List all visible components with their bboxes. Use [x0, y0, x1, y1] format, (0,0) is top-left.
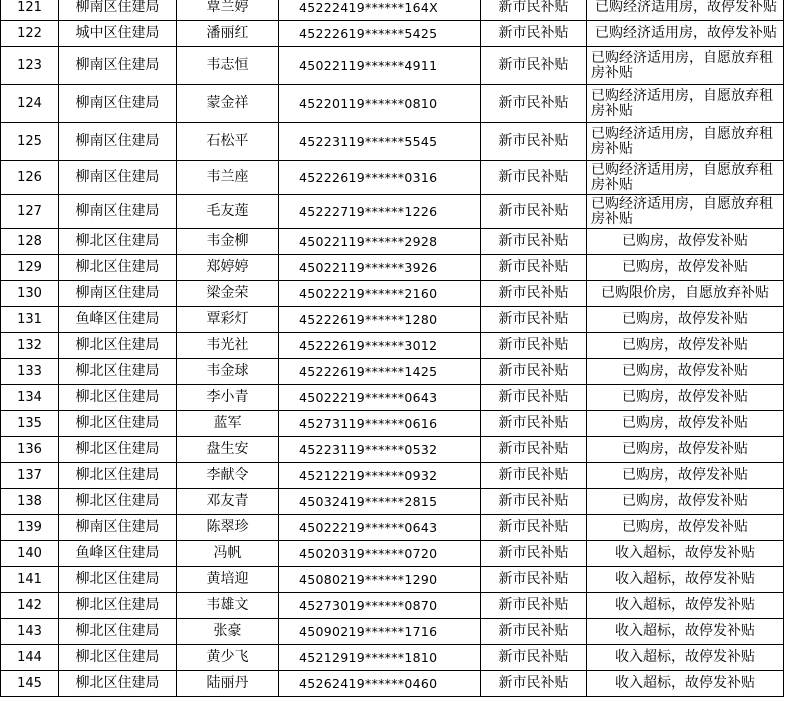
reason-cell: 收入超标，故停发补贴 — [587, 671, 784, 697]
department-cell: 鱼峰区住建局 — [59, 307, 177, 333]
reason-cell: 已购经济适用房，自愿放弃租房补贴 — [587, 47, 784, 85]
subsidy-type-cell: 新市民补贴 — [481, 515, 587, 541]
name-cell: 石松平 — [177, 123, 279, 161]
subsidy-type-cell: 新市民补贴 — [481, 411, 587, 437]
reason-cell: 已购房，故停发补贴 — [587, 229, 784, 255]
subsidy-type-cell: 新市民补贴 — [481, 255, 587, 281]
row-number: 130 — [1, 281, 59, 307]
table-row — [1, 229, 784, 255]
department-cell: 柳北区住建局 — [59, 255, 177, 281]
id-number-cell: 45022219******0643 — [279, 515, 481, 541]
id-number-cell: 45262419******0460 — [279, 671, 481, 697]
table-row — [1, 593, 784, 619]
id-number-cell: 45273119******0616 — [279, 411, 481, 437]
name-cell: 冯帆 — [177, 541, 279, 567]
table-row — [1, 333, 784, 359]
row-number: 126 — [1, 161, 59, 195]
row-number: 128 — [1, 229, 59, 255]
id-number-cell: 45032419******2815 — [279, 489, 481, 515]
row-number: 121 — [1, 0, 59, 21]
id-number-cell: 45022119******3926 — [279, 255, 481, 281]
table-row — [1, 21, 784, 47]
name-cell: 陈翠珍 — [177, 515, 279, 541]
id-number-cell: 45222619******3012 — [279, 333, 481, 359]
reason-cell: 已购经济适用房，自愿放弃租房补贴 — [587, 85, 784, 123]
id-number-cell: 45222619******0316 — [279, 161, 481, 195]
reason-cell: 已购经济适用房，自愿放弃租房补贴 — [587, 123, 784, 161]
id-number-cell: 45273019******0870 — [279, 593, 481, 619]
row-number: 134 — [1, 385, 59, 411]
id-number-cell: 45212219******0932 — [279, 463, 481, 489]
subsidy-type-cell: 新市民补贴 — [481, 541, 587, 567]
department-cell: 柳南区住建局 — [59, 515, 177, 541]
table-row — [1, 85, 784, 123]
department-cell: 柳北区住建局 — [59, 645, 177, 671]
subsidy-type-cell: 新市民补贴 — [481, 593, 587, 619]
reason-cell: 已购房，故停发补贴 — [587, 385, 784, 411]
department-cell: 柳北区住建局 — [59, 385, 177, 411]
id-number-cell: 45022219******0643 — [279, 385, 481, 411]
department-cell: 柳北区住建局 — [59, 593, 177, 619]
department-cell: 柳南区住建局 — [59, 123, 177, 161]
name-cell: 覃兰婷 — [177, 0, 279, 21]
subsidy-type-cell: 新市民补贴 — [481, 489, 587, 515]
table-row — [1, 463, 784, 489]
name-cell: 覃彩灯 — [177, 307, 279, 333]
row-number: 139 — [1, 515, 59, 541]
name-cell: 蓝军 — [177, 411, 279, 437]
department-cell: 柳南区住建局 — [59, 161, 177, 195]
reason-cell: 已购房，故停发补贴 — [587, 515, 784, 541]
row-number: 138 — [1, 489, 59, 515]
subsidy-type-cell: 新市民补贴 — [481, 645, 587, 671]
name-cell: 韦志恒 — [177, 47, 279, 85]
name-cell: 韦雄文 — [177, 593, 279, 619]
name-cell: 毛友莲 — [177, 195, 279, 229]
row-number: 132 — [1, 333, 59, 359]
row-number: 143 — [1, 619, 59, 645]
subsidy-type-cell: 新市民补贴 — [481, 161, 587, 195]
table-row — [1, 307, 784, 333]
row-number: 140 — [1, 541, 59, 567]
reason-cell: 已购房，故停发补贴 — [587, 489, 784, 515]
row-number: 124 — [1, 85, 59, 123]
department-cell: 城中区住建局 — [59, 21, 177, 47]
name-cell: 陆丽丹 — [177, 671, 279, 697]
name-cell: 郑婷婷 — [177, 255, 279, 281]
department-cell: 柳北区住建局 — [59, 463, 177, 489]
department-cell: 柳北区住建局 — [59, 359, 177, 385]
id-number-cell: 45212919******1810 — [279, 645, 481, 671]
table-row — [1, 385, 784, 411]
subsidy-type-cell: 新市民补贴 — [481, 385, 587, 411]
table-row — [1, 619, 784, 645]
table-row — [1, 0, 784, 21]
row-number: 131 — [1, 307, 59, 333]
name-cell: 张豪 — [177, 619, 279, 645]
row-number: 137 — [1, 463, 59, 489]
subsidy-type-cell: 新市民补贴 — [481, 0, 587, 21]
reason-cell: 已购房，故停发补贴 — [587, 359, 784, 385]
name-cell: 李献令 — [177, 463, 279, 489]
name-cell: 黄少飞 — [177, 645, 279, 671]
name-cell: 潘丽红 — [177, 21, 279, 47]
department-cell: 柳北区住建局 — [59, 619, 177, 645]
department-cell: 柳北区住建局 — [59, 567, 177, 593]
table-row — [1, 255, 784, 281]
department-cell: 柳南区住建局 — [59, 281, 177, 307]
reason-cell: 收入超标，故停发补贴 — [587, 593, 784, 619]
id-number-cell: 45223119******0532 — [279, 437, 481, 463]
row-number: 125 — [1, 123, 59, 161]
department-cell: 柳北区住建局 — [59, 333, 177, 359]
table-row — [1, 161, 784, 195]
subsidy-type-cell: 新市民补贴 — [481, 195, 587, 229]
subsidy-type-cell: 新市民补贴 — [481, 437, 587, 463]
row-number: 129 — [1, 255, 59, 281]
name-cell: 黄培迎 — [177, 567, 279, 593]
reason-cell: 已购经济适用房，故停发补贴 — [587, 21, 784, 47]
subsidy-type-cell: 新市民补贴 — [481, 123, 587, 161]
table-row — [1, 515, 784, 541]
row-number: 123 — [1, 47, 59, 85]
table-row — [1, 437, 784, 463]
row-number: 133 — [1, 359, 59, 385]
reason-cell: 已购房，故停发补贴 — [587, 255, 784, 281]
name-cell: 韦兰座 — [177, 161, 279, 195]
subsidy-type-cell: 新市民补贴 — [481, 333, 587, 359]
name-cell: 韦金柳 — [177, 229, 279, 255]
subsidy-type-cell: 新市民补贴 — [481, 21, 587, 47]
row-number: 141 — [1, 567, 59, 593]
table-body — [1, 0, 784, 697]
reason-cell: 已购经济适用房，自愿放弃租房补贴 — [587, 161, 784, 195]
table-row — [1, 281, 784, 307]
row-number: 145 — [1, 671, 59, 697]
id-number-cell: 45220119******0810 — [279, 85, 481, 123]
name-cell: 邓友青 — [177, 489, 279, 515]
department-cell: 柳南区住建局 — [59, 0, 177, 21]
row-number: 144 — [1, 645, 59, 671]
subsidy-type-cell: 新市民补贴 — [481, 619, 587, 645]
table-row — [1, 411, 784, 437]
name-cell: 韦金球 — [177, 359, 279, 385]
id-number-cell: 45022119******2928 — [279, 229, 481, 255]
reason-cell: 已购房，故停发补贴 — [587, 463, 784, 489]
reason-cell: 收入超标，故停发补贴 — [587, 645, 784, 671]
department-cell: 柳北区住建局 — [59, 437, 177, 463]
subsidy-type-cell: 新市民补贴 — [481, 359, 587, 385]
table-row — [1, 567, 784, 593]
row-number: 136 — [1, 437, 59, 463]
department-cell: 柳南区住建局 — [59, 195, 177, 229]
table-row — [1, 671, 784, 697]
id-number-cell: 45222419******164X — [279, 0, 481, 21]
row-number: 127 — [1, 195, 59, 229]
reason-cell: 已购经济适用房，自愿放弃租房补贴 — [587, 195, 784, 229]
id-number-cell: 45020319******0720 — [279, 541, 481, 567]
reason-cell: 收入超标，故停发补贴 — [587, 567, 784, 593]
name-cell: 李小青 — [177, 385, 279, 411]
id-number-cell: 45090219******1716 — [279, 619, 481, 645]
department-cell: 柳北区住建局 — [59, 411, 177, 437]
name-cell: 盘生安 — [177, 437, 279, 463]
row-number: 122 — [1, 21, 59, 47]
subsidy-type-cell: 新市民补贴 — [481, 85, 587, 123]
department-cell: 柳北区住建局 — [59, 489, 177, 515]
subsidy-type-cell: 新市民补贴 — [481, 281, 587, 307]
reason-cell: 已购房，故停发补贴 — [587, 333, 784, 359]
subsidy-type-cell: 新市民补贴 — [481, 229, 587, 255]
subsidy-type-cell: 新市民补贴 — [481, 671, 587, 697]
row-number: 142 — [1, 593, 59, 619]
name-cell: 蒙金祥 — [177, 85, 279, 123]
reason-cell: 收入超标，故停发补贴 — [587, 541, 784, 567]
department-cell: 鱼峰区住建局 — [59, 541, 177, 567]
department-cell: 柳南区住建局 — [59, 47, 177, 85]
department-cell: 柳北区住建局 — [59, 671, 177, 697]
id-number-cell: 45022119******4911 — [279, 47, 481, 85]
subsidy-type-cell: 新市民补贴 — [481, 307, 587, 333]
id-number-cell: 45022219******2160 — [279, 281, 481, 307]
name-cell: 韦光社 — [177, 333, 279, 359]
table-row — [1, 541, 784, 567]
reason-cell: 已购房，故停发补贴 — [587, 437, 784, 463]
department-cell: 柳北区住建局 — [59, 229, 177, 255]
table-row — [1, 195, 784, 229]
department-cell: 柳南区住建局 — [59, 85, 177, 123]
reason-cell: 已购限价房，自愿放弃补贴 — [587, 281, 784, 307]
name-cell: 梁金荣 — [177, 281, 279, 307]
table-row — [1, 123, 784, 161]
subsidy-type-cell: 新市民补贴 — [481, 567, 587, 593]
id-number-cell: 45222719******1226 — [279, 195, 481, 229]
table-row — [1, 489, 784, 515]
subsidy-type-cell: 新市民补贴 — [481, 47, 587, 85]
id-number-cell: 45222619******1280 — [279, 307, 481, 333]
id-number-cell: 45222619******5425 — [279, 21, 481, 47]
subsidy-type-cell: 新市民补贴 — [481, 463, 587, 489]
table-row — [1, 47, 784, 85]
table-row — [1, 645, 784, 671]
table-row — [1, 359, 784, 385]
reason-cell: 收入超标，故停发补贴 — [587, 619, 784, 645]
id-number-cell: 45223119******5545 — [279, 123, 481, 161]
reason-cell: 已购房，故停发补贴 — [587, 411, 784, 437]
reason-cell: 已购经济适用房，故停发补贴 — [587, 0, 784, 21]
row-number: 135 — [1, 411, 59, 437]
id-number-cell: 45080219******1290 — [279, 567, 481, 593]
reason-cell: 已购房，故停发补贴 — [587, 307, 784, 333]
id-number-cell: 45222619******1425 — [279, 359, 481, 385]
